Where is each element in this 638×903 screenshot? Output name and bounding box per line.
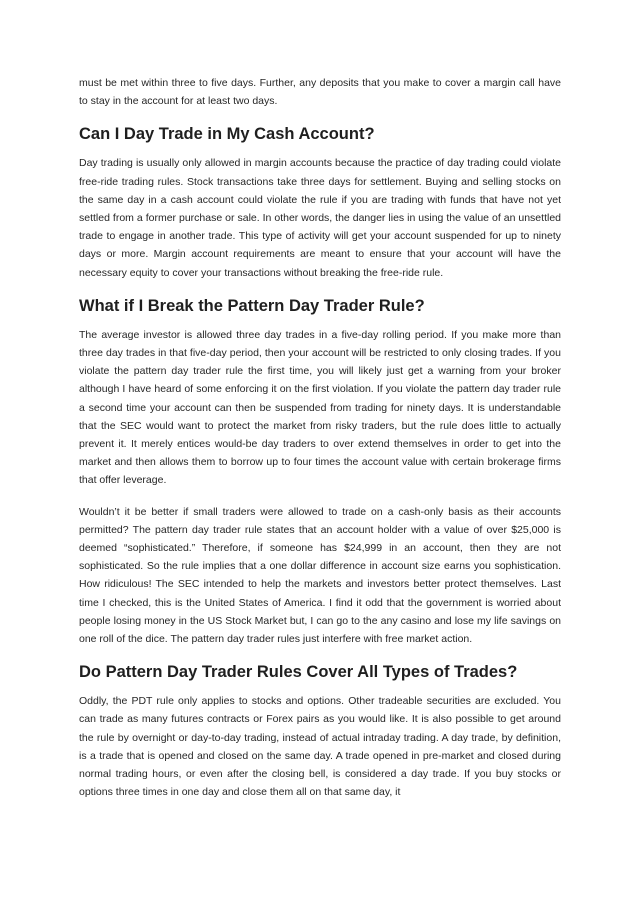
intro-paragraph: must be met within three to five days. Further, any deposits that you make to cover a margin call have to stay in the account for at least two days. (79, 77, 561, 108)
paragraph-break-rule-1: The average investor is allowed three day trades in a five-day rolling period. If you make more than three day trades in that five-day period, then your account will be restricted to only closing trades. If you violate the pattern day trader rule the first time, you will likely just get a warning from your broker although I have heard of some enforcing it on the first violation. If you violate the pattern day trader rule a second time your account can then be suspended from trading for ninety days. It is understandable that the SEC would want to protect the market from risky traders, but the rule does little to actually prevent it. It merely entices would-be day traders to over extend themselves in order to get into the market and then allows them to borrow up to four times the account value with certain brokerage firms that offer leverage. (79, 328, 561, 487)
document-page (79, 74, 561, 802)
section-heading-trade-types: Do Pattern Day Trader Rules Cover All Types of Trades? (79, 663, 518, 682)
section-heading-cash-account: Can I Day Trade in My Cash Account? (79, 125, 375, 144)
paragraph-cash-account: Day trading is usually only allowed in margin accounts because the practice of day trading could violate free-ride trading rules. Stock transactions take three days for settlement. Buying and selling stocks on the same day in a cash account could violate the rule if you are trading with funds that have not yet settled from a former purchase or sale. In other words, the danger lies in using the value of an unsettled trade to engage in another trade. This type of activity will get your account suspended for up to ninety days or more. Margin account requirements are meant to ensure that your account will have the necessary equity to cover your transactions without breaking the free-ride rule. (79, 157, 561, 279)
section-heading-break-rule: What if I Break the Pattern Day Trader Rule? (79, 296, 425, 315)
paragraph-trade-types: Oddly, the PDT rule only applies to stocks and options. Other tradeable securities are excluded. You can trade as many futures contracts or Forex pairs as you would like. It is also possible to get around the rule by overnight or day-to-day trading, instead of actual intraday trading. A day trade, by definition, is a trade that is opened and closed on the same day. A trade opened in pre-market and closed during normal trading hours, or even after the closing bell, is considered a day trade. If you buy stocks or options three times in one day and close them all on that same day, it (79, 695, 561, 799)
paragraph-break-rule-2: Wouldn’t it be better if small traders were allowed to trade on a cash-only basis as their accounts permitted? The pattern day trader rule states that an account holder with a value of over $25,000 is deemed “sophisticated.” Therefore, if someone has $24,999 in an account, then they are not sophisticated. So the rule implies that a one dollar difference in account size earns you sophistication. How ridiculous! The SEC intended to help the markets and investors better protect themselves. Last time I checked, this is the United States of America. I find it odd that the government is worried about people losing money in the US Stock Market but, I can go to the any casino and lose my life savings on one roll of the dice. The pattern day trader rules just interfere with free market action. (79, 505, 561, 646)
